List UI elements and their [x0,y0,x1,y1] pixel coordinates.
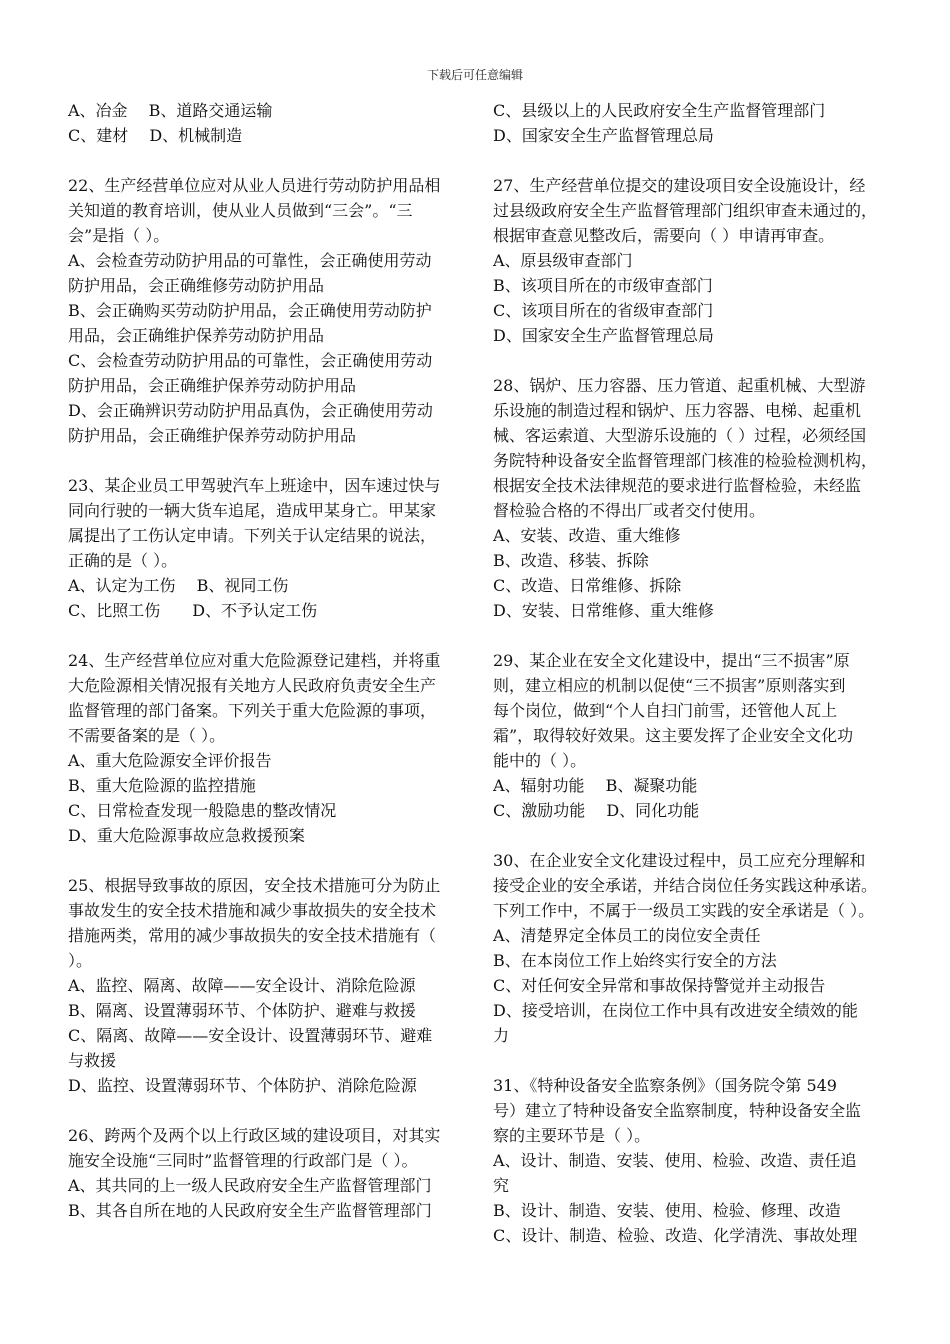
text-line: 根据审查意见整改后，需要向（ ）申请再审查。 [493,226,835,245]
paragraph-gap [68,848,460,873]
text-line: 事故发生的安全技术措施和减少事故损失的安全技术 [68,901,437,920]
text-line: D、国家安全生产监督管理总局 [493,126,714,145]
text-line: C、县级以上的人民政府安全生产监督管理部门 [493,101,826,120]
text-line: 每个岗位，做到“个人自扫门前雪，还管他人瓦上 [493,701,838,720]
text-line: 同向行驶的一辆大货车追尾，造成甲某身亡。甲某家 [68,501,437,520]
text-line: 24、生产经营单位应对重大危险源登记建档，并将重 [68,651,441,670]
text-line: 23、某企业员工甲驾驶汽车上班途中，因车速过快与 [68,476,441,495]
paragraph-gap [493,623,893,648]
text-line: 用品，会正确维护保养劳动防护用品 [68,326,325,345]
text-line: 施安全设施“三同时”监督管理的行政部门是（ ）。 [68,1151,418,1170]
text-line: 关知道的教育培训，使从业人员做到“三会”。“三 [68,201,413,220]
paragraph-gap [493,148,893,173]
text-line: 械、客运索道、大型游乐设施的（ ）过程，必须经国 [493,426,867,445]
text-line: C、比照工伤 D、不予认定工伤 [68,601,318,620]
text-line: 究 [493,1176,510,1195]
text-line: C、对任何安全异常和事故保持警觉并主动报告 [493,976,826,995]
text-line: 察的主要环节是（ ）。 [493,1126,651,1145]
text-line: 接受企业的安全承诺，并结合岗位任务实践这种承诺。 [493,876,878,895]
text-line: A、认定为工伤 B、视同工伤 [68,576,289,595]
text-line: 31、《特种设备安全监察条例》（国务院令第 549 [493,1076,837,1095]
text-line: 不需要备案的是（ ）。 [68,726,226,745]
text-line: 属提出了工伤认定申请。下列关于认定结果的说法， [68,526,437,545]
text-line: 过县级政府安全生产监督管理部门组织审查未通过的， [493,201,878,220]
text-line: D、安装、日常维修、重大维修 [493,601,714,620]
text-line: B、会正确购买劳动防护用品，会正确使用劳动防护 [68,301,432,320]
text-line: 监督管理的部门备案。下列关于重大危险源的事项， [68,701,437,720]
text-line: 正确的是（ ）。 [68,551,178,570]
text-line: 督检验合格的不得出厂或者交付使用。 [493,501,766,520]
text-line: B、该项目所在的市级审查部门 [493,276,713,295]
text-line: 务院特种设备安全监督管理部门核准的检验检测机构， [493,451,878,470]
text-line: A、监控、隔离、故障——安全设计、消除危险源 [68,976,416,995]
text-line: A、设计、制造、安装、使用、检验、改造、责任追 [493,1151,857,1170]
text-line: B、改造、移装、拆除 [493,551,649,570]
text-line: ）。 [68,951,93,970]
text-line: C、会检查劳动防护用品的可靠性，会正确使用劳动 [68,351,433,370]
page-header: 下载后可任意编辑 [426,68,523,82]
paragraph-gap [493,1048,893,1073]
paragraph-gap [493,823,893,848]
left-column [68,98,460,1223]
text-line: C、日常检查发现一般隐患的整改情况 [68,801,337,820]
text-line: C、隔离、故障——安全设计、设置薄弱环节、避难 [68,1026,433,1045]
text-line: D、国家安全生产监督管理总局 [493,326,714,345]
text-line: D、监控、设置薄弱环节、个体防护、消除危险源 [68,1076,417,1095]
paragraph-gap [68,1098,460,1123]
text-line: B、其各自所在地的人民政府安全生产监督管理部门 [68,1201,432,1220]
text-line: 乐设施的制造过程和锅炉、压力容器、电梯、起重机 [493,401,862,420]
right-column [493,98,893,1248]
paragraph-gap [68,448,460,473]
text-line: D、重大危险源事故应急救援预案 [68,826,305,845]
text-line: 措施两类，常用的减少事故损失的安全技术措施有（ [68,926,437,945]
text-line: C、该项目所在的省级审查部门 [493,301,714,320]
text-line: 会”是指（ ）。 [68,226,170,245]
text-line: B、重大危险源的监控措施 [68,776,256,795]
text-line: A、会检查劳动防护用品的可靠性，会正确使用劳动 [68,251,432,270]
text-line: 能中的（ ）。 [493,751,587,770]
text-line: A、清楚界定全体员工的岗位安全责任 [493,926,761,945]
text-line: 号）建立了特种设备安全监察制度，特种设备安全监 [493,1101,862,1120]
text-line: 防护用品，会正确维护保养劳动防护用品 [68,376,357,395]
text-line: 霜”，取得较好效果。这主要发挥了企业安全文化功 [493,726,854,745]
text-line: 大危险源相关情况报有关地方人民政府负责安全生产 [68,676,437,695]
text-line: B、设计、制造、安装、使用、检验、修理、改造 [493,1201,841,1220]
text-line: C、改造、日常维修、拆除 [493,576,682,595]
text-line: B、在本岗位工作上始终实行安全的方法 [493,951,777,970]
text-line: 下列工作中，不属于一级员工实践的安全承诺是（ ）。 [493,901,875,920]
text-line: 28、锅炉、压力容器、压力管道、起重机械、大型游 [493,376,866,395]
text-line: 防护用品，会正确维修劳动防护用品 [68,276,325,295]
text-line: D、会正确辨识劳动防护用品真伪，会正确使用劳动 [68,401,433,420]
paragraph-gap [68,623,460,648]
text-line: 29、某企业在安全文化建设中，提出“三不损害”原 [493,651,850,670]
text-line: A、其共同的上一级人民政府安全生产监督管理部门 [68,1176,432,1195]
text-line: 25、根据导致事故的原因，安全技术措施可分为防止 [68,876,441,895]
text-line: 27、生产经营单位提交的建设项目安全设施设计，经 [493,176,866,195]
text-line: C、建材 D、机械制造 [68,126,243,145]
text-line: 力 [493,1026,510,1045]
text-line: B、隔离、设置薄弱环节、个体防护、避难与救援 [68,1001,416,1020]
text-line: 30、在企业安全文化建设过程中，员工应充分理解和 [493,851,866,870]
text-line: 22、生产经营单位应对从业人员进行劳动防护用品相 [68,176,441,195]
text-line: A、原县级审查部门 [493,251,633,270]
text-line: A、重大危险源安全评价报告 [68,751,272,770]
text-line: 与救援 [68,1051,117,1070]
text-line: 根据安全技术法律规范的要求进行监督检验，未经监 [493,476,862,495]
text-line: 则，建立相应的机制以促使“三不损害”原则落实到 [493,676,846,695]
text-line: C、设计、制造、检验、改造、化学清洗、事故处理 [493,1226,858,1245]
paragraph-gap [68,148,460,173]
text-line: D、接受培训，在岗位工作中具有改进安全绩效的能 [493,1001,858,1020]
text-line: A、冶金 B、道路交通运输 [68,101,273,120]
text-line: 防护用品，会正确维护保养劳动防护用品 [68,426,357,445]
text-line: A、辐射功能 B、凝聚功能 [493,776,698,795]
text-line: A、安装、改造、重大维修 [493,526,681,545]
paragraph-gap [493,348,893,373]
text-line: 26、跨两个及两个以上行政区域的建设项目，对其实 [68,1126,441,1145]
text-line: C、激励功能 D、同化功能 [493,801,700,820]
